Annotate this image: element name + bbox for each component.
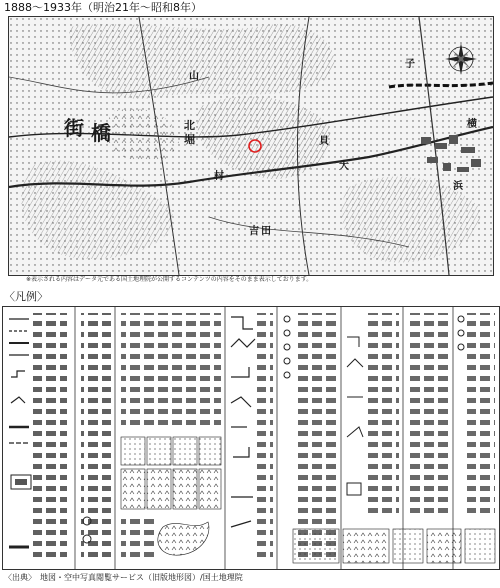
place-label-center-b: 大 (339, 161, 349, 172)
legend-col-6 (347, 313, 399, 513)
place-label-left-big: 街 (64, 116, 84, 140)
legend-col-5 (284, 313, 337, 563)
legend-col-1 (9, 313, 67, 563)
legend-panel (2, 306, 500, 570)
source-credit: 〈出典〉 地図・空中写真閲覧サービス（旧版地形図）/国土地理院 (4, 573, 243, 582)
place-label-center-c: 貝 (319, 136, 329, 147)
place-label-right-b: 浜 (453, 181, 463, 192)
place-label-bottom-b: 田 (261, 226, 271, 237)
place-label-north: 北 (184, 119, 195, 132)
legend-title: 〈凡例〉 (4, 290, 48, 303)
place-label-left-big2: 橋 (91, 121, 111, 145)
place-label-north2: 堀 (184, 133, 195, 146)
historical-map[interactable] (8, 16, 494, 276)
legend-col-7 (407, 313, 449, 513)
place-label-top-a: 子 (405, 59, 415, 70)
legend-symbols (3, 307, 499, 569)
map-period-header: 1888〜1933年（明治21年〜昭和8年） (4, 1, 202, 14)
legend-area-swatches (293, 529, 495, 563)
legend-col-8 (458, 313, 495, 513)
legend-col-3 (121, 313, 221, 561)
legend-col-2 (81, 313, 111, 563)
place-label-center-a: 村 (214, 171, 224, 182)
disclaimer-note: ※表示される内容はデータ元である国土地理院が公開するコンテンツの内容をそのまま表示しております。 (26, 276, 313, 283)
place-label-right-a: 横 (467, 119, 477, 130)
hill-area-north (69, 24, 334, 99)
place-label-bottom-a: 吉 (249, 226, 259, 237)
legend-col-4 (231, 317, 255, 527)
place-label-top-b: 山 (189, 71, 199, 82)
